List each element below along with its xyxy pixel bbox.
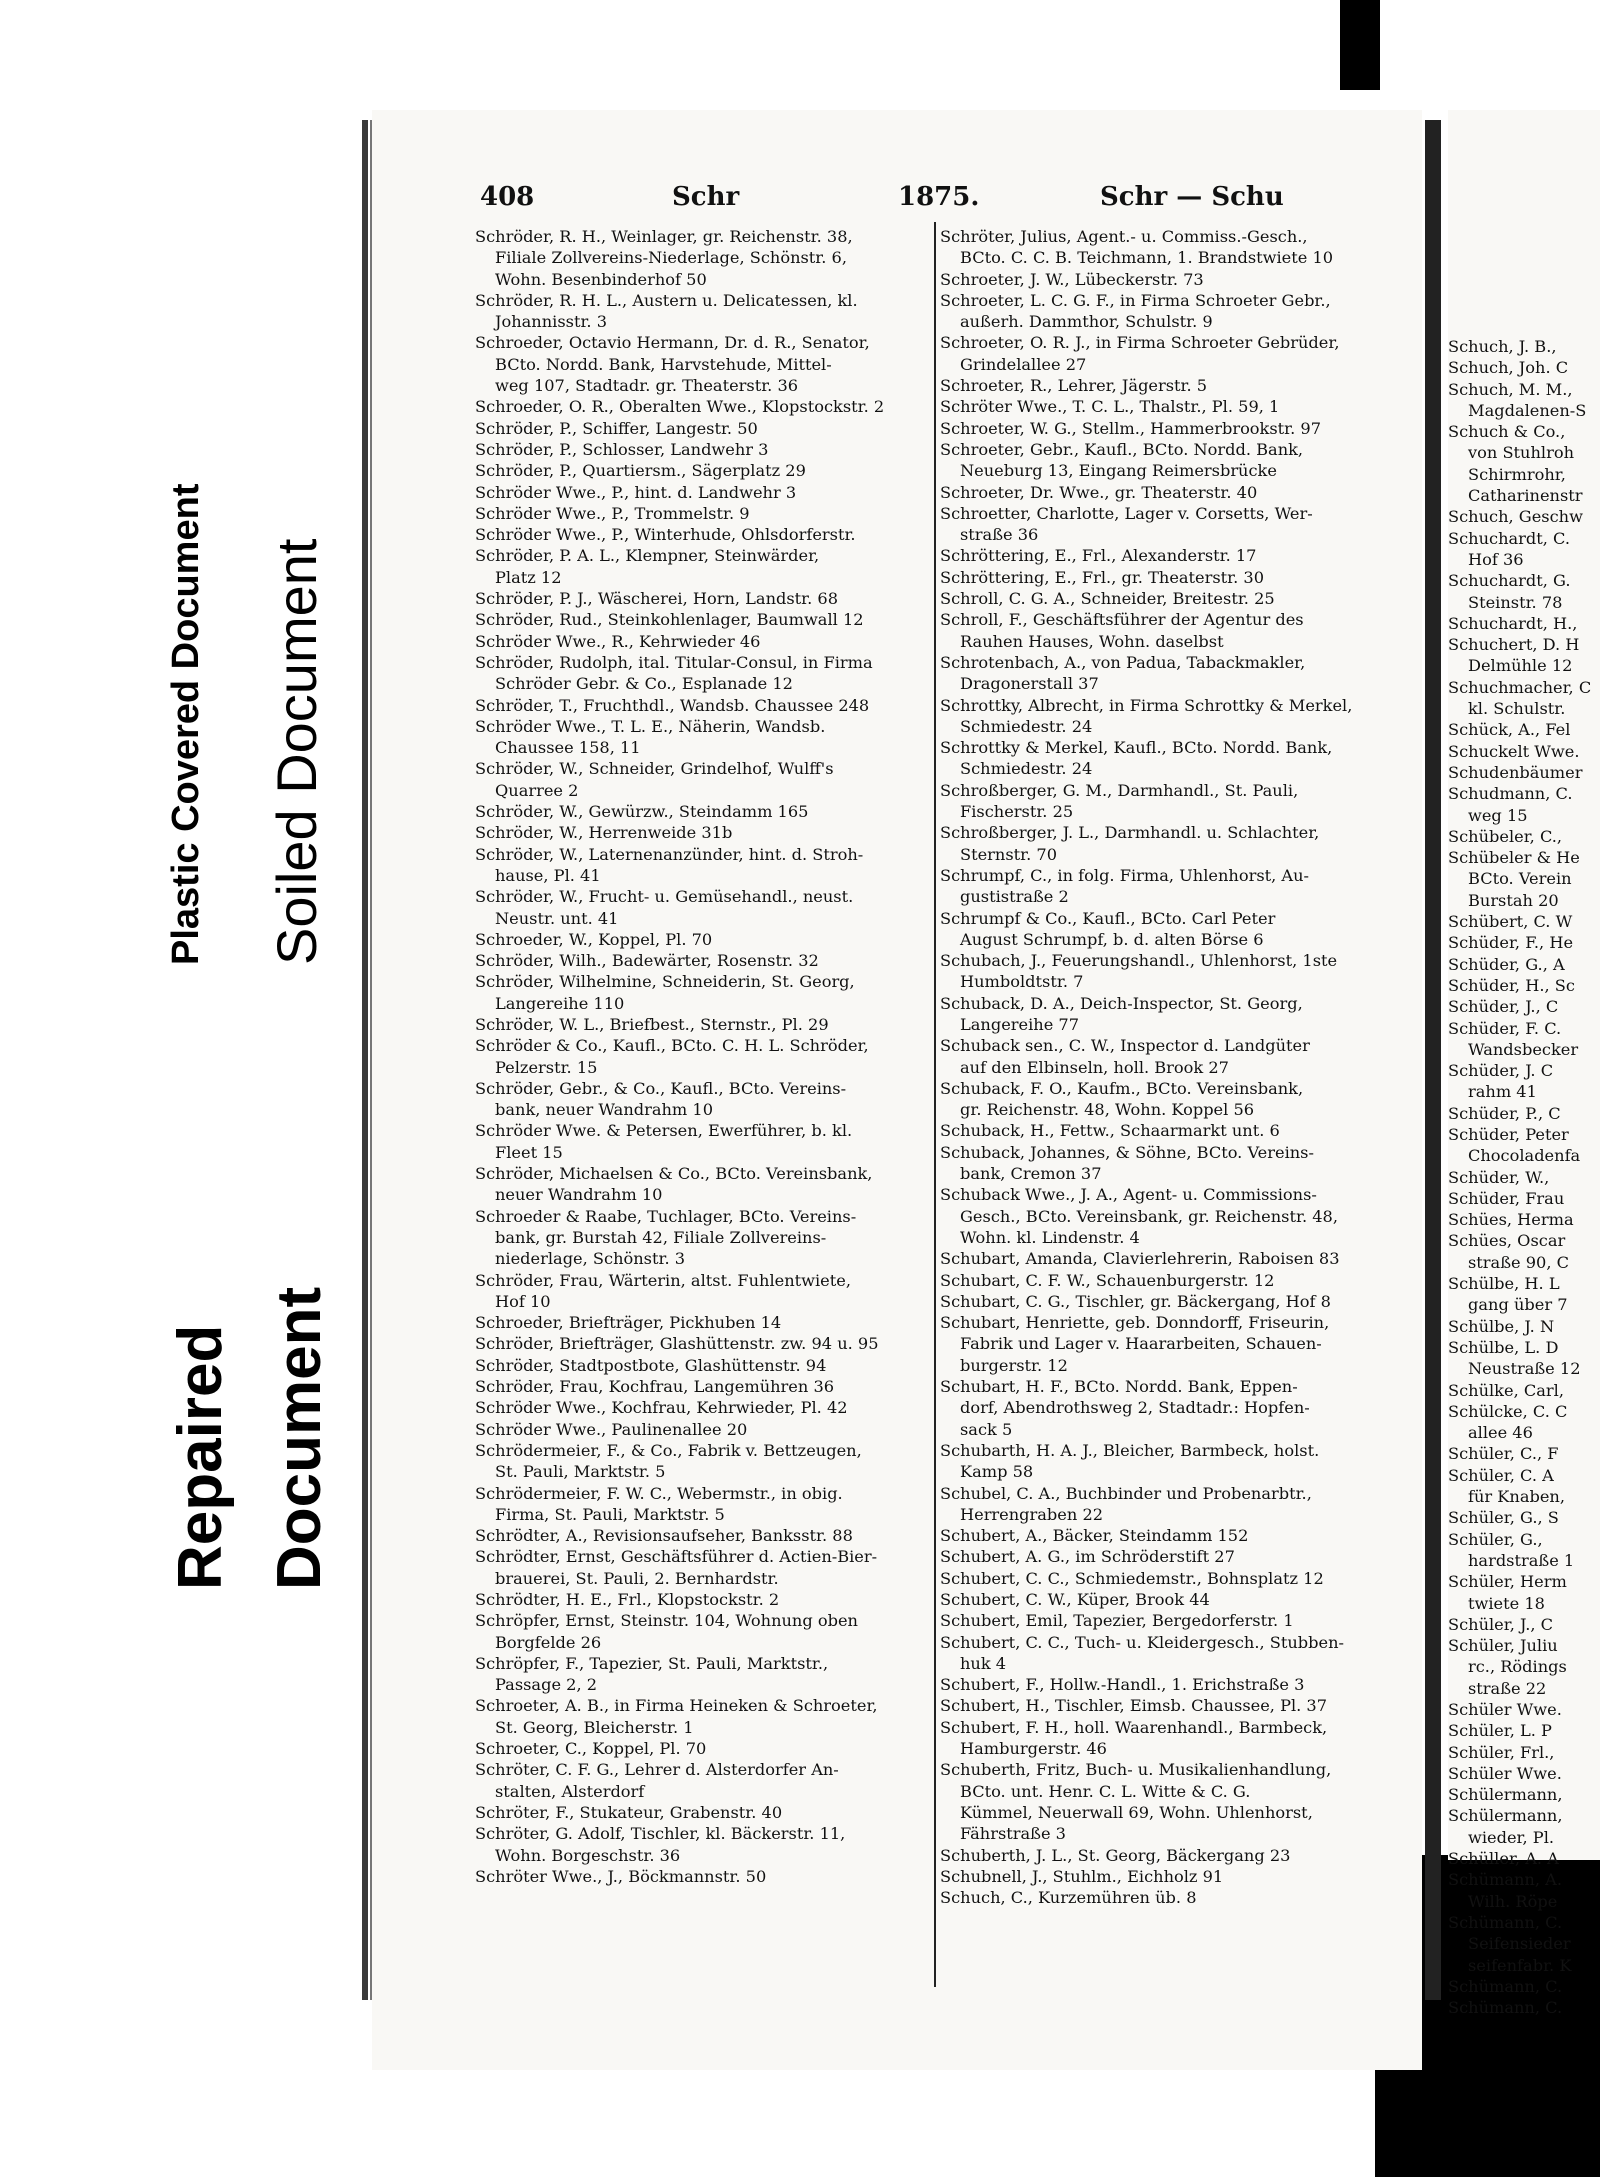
directory-entry-line: Schroeter, Dr. Wwe., gr. Theaterstr. 40 bbox=[940, 482, 1258, 502]
directory-entry-line: Fabrik und Lager v. Haararbeiten, Schauen- bbox=[960, 1334, 1322, 1354]
directory-entry-line: Schüder, F. C. bbox=[1448, 1018, 1562, 1038]
directory-entry-line: Schmiedestr. 24 bbox=[960, 759, 1093, 779]
directory-entry-line: Schroeter, C., Koppel, Pl. 70 bbox=[475, 1739, 707, 1759]
directory-entry-line: Schübeler & He bbox=[1448, 848, 1580, 868]
directory-entry-line: Schröder, W. L., Briefbest., Sternstr., Pl. 29 bbox=[475, 1014, 829, 1034]
directory-entry-line: Schubarth, H. A. J., Bleicher, Barmbeck, holst. bbox=[940, 1440, 1320, 1460]
directory-entry-line: gang über 7 bbox=[1468, 1295, 1568, 1315]
directory-entry-line: burgerstr. 12 bbox=[960, 1355, 1068, 1375]
directory-entry-line: Schroeter, O. R. J., in Firma Schroeter Gebrüder, bbox=[940, 333, 1340, 353]
directory-entry-line: Schüler, L. P bbox=[1448, 1721, 1552, 1741]
directory-entry-line: Schübert, C. W bbox=[1448, 912, 1573, 932]
directory-entry-line: Schröder, P. A. L., Klempner, Steinwärder, bbox=[475, 546, 820, 566]
directory-entry-line: Schröder Wwe., Paulinenallee 20 bbox=[475, 1419, 748, 1439]
directory-entry-line: Schroeder, O. R., Oberalten Wwe., Klopstockstr. 2 bbox=[475, 397, 885, 417]
directory-entry-line: Schubart, H. F., BCto. Nordd. Bank, Eppen- bbox=[940, 1377, 1298, 1397]
directory-entry-line: Schubert, Emil, Tapezier, Bergedorferstr. 1 bbox=[940, 1611, 1294, 1631]
directory-entry-line: auf den Elbinseln, holl. Brook 27 bbox=[960, 1057, 1229, 1077]
directory-entry-line: Schuch, Joh. C bbox=[1448, 358, 1569, 378]
directory-entry-line: Schröter, Julius, Agent.- u. Commiss.-Gesch., bbox=[940, 227, 1308, 246]
header-right-head: Schr — Schu bbox=[1100, 182, 1284, 212]
directory-entry-line: Pelzerstr. 15 bbox=[495, 1057, 598, 1077]
directory-entry-line: Langereihe 110 bbox=[495, 993, 625, 1013]
directory-entry-line: straße 22 bbox=[1468, 1678, 1547, 1698]
directory-entry-line: Schröder, P., Quartiersm., Sägerplatz 29 bbox=[475, 461, 806, 481]
directory-entry-line: Schuback, Johannes, & Söhne, BCto. Vereins- bbox=[940, 1142, 1314, 1162]
directory-entry-line: Platz 12 bbox=[495, 567, 562, 587]
directory-entry-line: straße 90, C bbox=[1468, 1252, 1570, 1272]
directory-entry-line: Magdalenen-S bbox=[1468, 400, 1587, 420]
directory-entry-line: Wilh. Röpe bbox=[1468, 1891, 1558, 1911]
directory-entry-line: Schüder, J., C bbox=[1448, 997, 1559, 1017]
directory-entry-line: Schrödter, A., Revisionsaufseher, Banksstr. 88 bbox=[475, 1526, 853, 1546]
directory-entry-line: Schüler, C., F bbox=[1448, 1444, 1559, 1464]
directory-entry-line: Schuchardt, C. bbox=[1448, 528, 1570, 548]
directory-entry-line: wieder, Pl. bbox=[1468, 1827, 1555, 1847]
directory-entry-line: bank, neuer Wandrahm 10 bbox=[495, 1100, 714, 1120]
directory-entry-line: von Stuhlroh bbox=[1468, 443, 1574, 463]
directory-entry-line: Schroll, F., Geschäftsführer der Agentur des bbox=[940, 610, 1304, 630]
directory-entry-line: Schroeter, A. B., in Firma Heineken & Schroeter, bbox=[475, 1696, 878, 1716]
page-edge bbox=[362, 120, 368, 2000]
directory-entry-line: Schroeder, Octavio Hermann, Dr. d. R., Senator, bbox=[475, 333, 870, 353]
directory-entry-line: Schuch, J. B., bbox=[1448, 337, 1557, 356]
directory-entry-line: Schroßberger, J. L., Darmhandl. u. Schlachter, bbox=[940, 823, 1320, 843]
directory-entry-line: Schümann, C. bbox=[1448, 1998, 1563, 2018]
directory-entry-line: Schrotenbach, A., von Padua, Tabackmakler, bbox=[940, 652, 1306, 672]
directory-entry-line: Schrödter, Ernst, Geschäftsführer d. Actien-Bier- bbox=[475, 1547, 878, 1567]
directory-entry-line: Schröder Wwe., T. L. E., Näherin, Wandsb. bbox=[475, 716, 826, 736]
column-divider bbox=[934, 222, 936, 1987]
directory-entry-line: BCto. unt. Henr. C. L. Witte & C. G. bbox=[960, 1781, 1251, 1801]
directory-entry-line: rahm 41 bbox=[1468, 1082, 1537, 1102]
directory-entry-line: Schröder, Gebr., & Co., Kaufl., BCto. Vereins- bbox=[475, 1078, 847, 1098]
directory-entry-line: Schubart, C. G., Tischler, gr. Bäckergang, Hof 8 bbox=[940, 1291, 1331, 1311]
directory-entry-line: Schrödermeier, F., & Co., Fabrik v. Bettzeugen, bbox=[475, 1440, 862, 1460]
directory-entry-line: Schröder, Rud., Steinkohlenlager, Baumwall 12 bbox=[475, 610, 864, 630]
directory-entry-line: Schubert, C. W., Küper, Brook 44 bbox=[940, 1590, 1210, 1609]
directory-entry-line: Filiale Zollvereins-Niederlage, Schönstr. 6, bbox=[495, 248, 848, 268]
directory-entry-line: allee 46 bbox=[1468, 1423, 1533, 1443]
directory-entry-line: Herrengraben 22 bbox=[960, 1504, 1104, 1524]
directory-entry-line: Schröder Wwe., R., Kehrwieder 46 bbox=[475, 631, 761, 651]
directory-entry-line: Schüler, Frl., bbox=[1448, 1742, 1555, 1762]
directory-entry-line: Schröder, Stadtpostbote, Glashüttenstr. 94 bbox=[475, 1355, 827, 1375]
directory-entry-line: Schubert, C. C., Schmiedemstr., Bohnsplatz 12 bbox=[940, 1568, 1324, 1588]
directory-entry-line: Rauhen Hauses, Wohn. daselbst bbox=[960, 631, 1224, 651]
directory-entry-line: Schröter, F., Stukateur, Grabenstr. 40 bbox=[475, 1802, 783, 1822]
directory-entry-line: Schröder, W., Schneider, Grindelhof, Wulff's bbox=[475, 759, 834, 779]
directory-entry-line: Fährstraße 3 bbox=[960, 1824, 1066, 1844]
column-1 bbox=[475, 226, 930, 1887]
directory-entry-line: Schröttering, E., Frl., Alexanderstr. 17 bbox=[940, 546, 1257, 566]
directory-entry-line: Schröpfer, Ernst, Steinstr. 104, Wohnung oben bbox=[475, 1611, 858, 1631]
directory-entry-line: Kümmel, Neuerwall 69, Wohn. Uhlenhorst, bbox=[960, 1802, 1313, 1822]
directory-entry-line: Schröder, P., Schiffer, Langestr. 50 bbox=[475, 418, 758, 438]
directory-entry-line: Schröder Wwe., Kochfrau, Kehrwieder, Pl. 42 bbox=[475, 1398, 848, 1418]
directory-entry-line: Schüder, H., Sc bbox=[1448, 975, 1575, 995]
directory-entry-line: bank, gr. Burstah 42, Filiale Zollvereins- bbox=[495, 1227, 827, 1247]
directory-entry-line: neuer Wandrahm 10 bbox=[495, 1185, 663, 1205]
directory-entry-line: Quarree 2 bbox=[495, 780, 579, 800]
directory-entry-line: Schuchmacher, C bbox=[1448, 677, 1592, 697]
directory-entry-line: Schüler, G., bbox=[1448, 1529, 1543, 1549]
directory-entry-line: rc., Rödings bbox=[1468, 1657, 1567, 1677]
directory-entry-line: dorf, Abendrothsweg 2, Stadtadr.: Hopfen- bbox=[960, 1398, 1310, 1418]
column-2 bbox=[940, 226, 1395, 1908]
directory-entry-line: Wohn. Besenbinderhof 50 bbox=[495, 269, 707, 289]
directory-entry-line: Schröder, P. J., Wäscherei, Horn, Landstr. 68 bbox=[475, 589, 839, 609]
directory-entry-line: Schudenbäumer bbox=[1448, 762, 1583, 782]
directory-entry-line: Schuback, D. A., Deich-Inspector, St. Georg, bbox=[940, 993, 1303, 1013]
directory-entry-line: Schröter Wwe., J., Böckmannstr. 50 bbox=[475, 1866, 767, 1886]
directory-entry-line: Schübeler, C., bbox=[1448, 826, 1563, 846]
directory-entry-line: Schubart, Amanda, Clavierlehrerin, Raboisen 83 bbox=[940, 1249, 1340, 1269]
directory-entry-line: Schmiedestr. 24 bbox=[960, 716, 1093, 736]
directory-entry-line: Schuback Wwe., J. A., Agent- u. Commissions- bbox=[940, 1185, 1317, 1205]
directory-entry-line: seifenfabr. K bbox=[1468, 1955, 1572, 1975]
directory-entry-line: Schuchert, D. H bbox=[1448, 635, 1580, 655]
directory-entry-line: St. Pauli, Marktstr. 5 bbox=[495, 1462, 666, 1482]
header-left-head: Schr bbox=[672, 182, 740, 212]
directory-entry-line: Sternstr. 70 bbox=[960, 844, 1057, 864]
page-header bbox=[480, 182, 1380, 222]
directory-entry-line: BCto. C. C. B. Teichmann, 1. Brandstwiete 10 bbox=[960, 248, 1334, 268]
directory-entry-line: Schümann, C. bbox=[1448, 1976, 1563, 1996]
directory-entry-line: Schubert, A., Bäcker, Steindamm 152 bbox=[940, 1526, 1249, 1546]
directory-entry-line: Schröter Wwe., T. C. L., Thalstr., Pl. 59, 1 bbox=[940, 397, 1280, 417]
directory-entry-line: gustistraße 2 bbox=[960, 887, 1069, 907]
directory-entry-line: Schüler, Herm bbox=[1448, 1572, 1567, 1592]
directory-entry-line: Delmühle 12 bbox=[1468, 656, 1573, 676]
directory-entry-line: Schuberth, Fritz, Buch- u. Musikalienhandlung, bbox=[940, 1760, 1332, 1780]
directory-entry-line: Schröter, G. Adolf, Tischler, kl. Bäckerstr. 11, bbox=[475, 1824, 846, 1844]
directory-entry-line: Schröder, W., Gewürzw., Steindamm 165 bbox=[475, 802, 809, 822]
directory-entry-line: Burstah 20 bbox=[1468, 890, 1559, 910]
directory-entry-line: Neustr. unt. 41 bbox=[495, 908, 619, 928]
directory-entry-line: niederlage, Schönstr. 3 bbox=[495, 1249, 686, 1269]
directory-entry-line: brauerei, St. Pauli, 2. Bernhardstr. bbox=[495, 1568, 779, 1588]
directory-entry-line: Schüler Wwe. bbox=[1448, 1763, 1562, 1783]
directory-entry-line: straße 36 bbox=[960, 525, 1039, 545]
directory-entry-line: Schuch & Co., bbox=[1448, 422, 1566, 442]
directory-entry-line: Schüder, Peter bbox=[1448, 1124, 1569, 1144]
directory-entry-line: Wandsbecker bbox=[1468, 1039, 1579, 1059]
directory-entry-line: Schröder, Wilhelmine, Schneiderin, St. Georg, bbox=[475, 972, 855, 992]
directory-entry-line: Schüder, F., He bbox=[1448, 933, 1574, 953]
directory-entry-line: Schümann, A. bbox=[1448, 1870, 1562, 1890]
directory-entry-line: Schröttering, E., Frl., gr. Theaterstr. 30 bbox=[940, 567, 1265, 587]
directory-entry-line: BCto. Verein bbox=[1468, 869, 1572, 889]
directory-entry-line: Schües, Herma bbox=[1448, 1210, 1574, 1230]
directory-entry-line: Schüler, G., S bbox=[1448, 1508, 1559, 1528]
column-3 bbox=[1448, 336, 1608, 2018]
directory-entry-line: Schüler, Juliu bbox=[1448, 1636, 1558, 1656]
directory-entry-line: Schröder, W., Herrenweide 31b bbox=[475, 823, 733, 843]
directory-entry-line: Neustraße 12 bbox=[1468, 1359, 1581, 1379]
directory-entry-line: Schrottky & Merkel, Kaufl., BCto. Nordd. Bank, bbox=[940, 738, 1333, 758]
directory-entry-line: Schüller, A. A bbox=[1448, 1849, 1559, 1869]
directory-entry-line: Schröder & Co., Kaufl., BCto. C. H. L. Schröder, bbox=[475, 1036, 869, 1056]
directory-entry-line: Schuberth, J. L., St. Georg, Bäckergang 23 bbox=[940, 1845, 1291, 1865]
directory-entry-line: twiete 18 bbox=[1468, 1593, 1545, 1613]
directory-entry-line: Schroll, C. G. A., Schneider, Breitestr. 25 bbox=[940, 589, 1275, 609]
directory-entry-line: weg 15 bbox=[1468, 805, 1528, 825]
directory-entry-line: außerh. Dammthor, Schulstr. 9 bbox=[960, 312, 1213, 332]
directory-entry-line: Schubert, A. G., im Schröderstift 27 bbox=[940, 1547, 1235, 1567]
directory-entry-line: hause, Pl. 41 bbox=[495, 865, 601, 885]
directory-entry-line: Hamburgerstr. 46 bbox=[960, 1739, 1107, 1759]
directory-entry-line: Schüler, J., C bbox=[1448, 1614, 1554, 1634]
directory-entry-line: Schröder Wwe. & Petersen, Ewerführer, b. kl. bbox=[475, 1121, 853, 1141]
directory-entry-line: Schülbe, L. D bbox=[1448, 1337, 1559, 1357]
directory-entry-line: Schrottky, Albrecht, in Firma Schrottky & Merkel, bbox=[940, 695, 1353, 715]
directory-entry-line: Schubert, F., Hollw.-Handl., 1. Erichstraße 3 bbox=[940, 1675, 1305, 1695]
adjacent-page bbox=[1448, 110, 1600, 2018]
directory-entry-line: Schubert, F. H., holl. Waarenhandl., Barmbeck, bbox=[940, 1717, 1328, 1737]
directory-entry-line: Schröder Wwe., P., Winterhude, Ohlsdorferstr. bbox=[475, 525, 856, 545]
directory-entry-line: bank, Cremon 37 bbox=[960, 1164, 1102, 1184]
directory-entry-line: Schröder, Briefträger, Glashüttenstr. zw. 94 u. 95 bbox=[475, 1334, 879, 1354]
directory-entry-line: Schrödermeier, F. W. C., Webermstr., in obig. bbox=[475, 1483, 843, 1503]
directory-entry-line: Schröder, R. H., Weinlager, gr. Reichenstr. 38, bbox=[475, 227, 853, 246]
directory-entry-line: Schües, Oscar bbox=[1448, 1231, 1566, 1251]
directory-entry-line: sack 5 bbox=[960, 1419, 1013, 1439]
directory-entry-line: Schröder, P., Schlosser, Landwehr 3 bbox=[475, 439, 769, 459]
directory-entry-line: Schröder Wwe., P., Trommelstr. 9 bbox=[475, 503, 750, 523]
directory-entry-line: Wohn. Borgeschstr. 36 bbox=[495, 1845, 681, 1865]
directory-entry-line: Schuback, H., Fettw., Schaarmarkt unt. 6 bbox=[940, 1121, 1280, 1141]
label-soiled: Soiled Document bbox=[265, 538, 328, 965]
directory-entry-line: Chaussee 158, 11 bbox=[495, 738, 641, 758]
directory-entry-line: Steinstr. 78 bbox=[1468, 592, 1563, 612]
directory-entry-line: huk 4 bbox=[960, 1653, 1007, 1673]
directory-entry-line: Schrumpf, C., in folg. Firma, Uhlenhorst, Au- bbox=[940, 865, 1310, 885]
directory-entry-line: Schüler Wwe. bbox=[1448, 1700, 1562, 1719]
directory-entry-line: Schuckelt Wwe. bbox=[1448, 741, 1580, 761]
directory-entry-line: Schröder, W., Laternenanzünder, hint. d. Stroh- bbox=[475, 844, 864, 864]
directory-entry-line: Schubart, C. F. W., Schauenburgerstr. 12 bbox=[940, 1270, 1275, 1290]
directory-entry-line: Schubach, J., Feuerungshandl., Uhlenhorst, 1ste bbox=[940, 951, 1338, 971]
directory-entry-line: Schüder, J. C bbox=[1448, 1061, 1554, 1081]
directory-entry-line: Schubert, H., Tischler, Eimsb. Chaussee, Pl. 37 bbox=[940, 1696, 1328, 1716]
black-bar-top bbox=[1340, 0, 1380, 90]
page-number: 408 bbox=[480, 182, 535, 212]
directory-entry-line: Firma, St. Pauli, Marktstr. 5 bbox=[495, 1504, 725, 1524]
directory-entry-line: Schroeter, Gebr., Kaufl., BCto. Nordd. Bank, bbox=[940, 439, 1304, 459]
directory-entry-line: Schröder, R. H. L., Austern u. Delicatessen, kl. bbox=[475, 290, 858, 310]
directory-entry-line: Schubert, C. C., Tuch- u. Kleidergesch., Stubben- bbox=[940, 1632, 1344, 1652]
directory-entry-line: Fleet 15 bbox=[495, 1142, 563, 1162]
directory-entry-line: Schroeder, Briefträger, Pickhuben 14 bbox=[475, 1313, 782, 1333]
directory-entry-line: Schück, A., Fel bbox=[1448, 720, 1571, 740]
directory-entry-line: Schrumpf & Co., Kaufl., BCto. Carl Peter bbox=[940, 908, 1276, 928]
header-year: 1875. bbox=[898, 182, 980, 212]
directory-entry-line: kl. Schulstr. bbox=[1468, 699, 1566, 719]
directory-entry-line: Hof 36 bbox=[1468, 549, 1524, 569]
directory-entry-line: St. Georg, Bleicherstr. 1 bbox=[495, 1717, 694, 1737]
directory-entry-line: Schröder, Michaelsen & Co., BCto. Vereinsbank, bbox=[475, 1164, 873, 1184]
directory-entry-line: Schülbe, H. L bbox=[1448, 1274, 1560, 1294]
directory-entry-line: Hof 10 bbox=[495, 1291, 551, 1311]
directory-entry-line: Neueburg 13, Eingang Reimersbrücke bbox=[960, 461, 1277, 481]
directory-entry-line: Schroßberger, G. M., Darmhandl., St. Pauli, bbox=[940, 780, 1299, 800]
directory-entry-line: Schuchardt, G. bbox=[1448, 571, 1571, 591]
directory-entry-line: Schüder, G., A bbox=[1448, 954, 1565, 974]
directory-entry-line: August Schrumpf, b. d. alten Börse 6 bbox=[960, 929, 1264, 949]
directory-entry-line: hardstraße 1 bbox=[1468, 1550, 1575, 1570]
directory-entry-line: Schröder Wwe., P., hint. d. Landwehr 3 bbox=[475, 482, 797, 502]
directory-entry-line: Wohn. kl. Lindenstr. 4 bbox=[960, 1227, 1140, 1247]
directory-entry-line: Chocoladenfa bbox=[1468, 1146, 1581, 1166]
directory-entry-line: weg 107, Stadtadr. gr. Theaterstr. 36 bbox=[495, 376, 799, 396]
directory-entry-line: Schülke, Carl, bbox=[1448, 1380, 1564, 1400]
directory-entry-line: Borgfelde 26 bbox=[495, 1632, 602, 1652]
directory-entry-line: Schubel, C. A., Buchbinder und Probenarbtr., bbox=[940, 1483, 1312, 1503]
directory-entry-line: Schülcke, C. C bbox=[1448, 1401, 1568, 1421]
directory-entry-line: Schülermann, bbox=[1448, 1806, 1563, 1826]
label-repaired-document: Document bbox=[265, 1286, 334, 1590]
directory-entry-line: BCto. Nordd. Bank, Harvstehude, Mittel- bbox=[495, 354, 832, 374]
directory-entry-line: Humboldtstr. 7 bbox=[960, 972, 1084, 992]
directory-entry-line: Langereihe 77 bbox=[960, 1014, 1080, 1034]
directory-entry-line: Schroeter, W. G., Stellm., Hammerbrookstr. 97 bbox=[940, 418, 1322, 438]
directory-entry-line: Schröder, Wilh., Badewärter, Rosenstr. 32 bbox=[475, 951, 819, 971]
directory-entry-line: Schüler, C. A bbox=[1448, 1465, 1554, 1485]
label-repaired: Repaired bbox=[166, 1324, 235, 1590]
directory-entry-line: Schüder, P., C bbox=[1448, 1103, 1561, 1123]
directory-entry-line: Schröder, Frau, Wärterin, altst. Fuhlentwiete, bbox=[475, 1270, 851, 1290]
directory-entry-line: Schröder, Rudolph, ital. Titular-Consul, in Firma bbox=[475, 652, 873, 672]
directory-entry-line: Schroeder & Raabe, Tuchlager, BCto. Vereins- bbox=[475, 1206, 857, 1226]
directory-entry-line: Schüder, Frau bbox=[1448, 1188, 1565, 1208]
directory-entry-line: Schudmann, C. bbox=[1448, 784, 1573, 804]
directory-entry-line: Passage 2, 2 bbox=[495, 1675, 598, 1695]
directory-entry-line: Fischerstr. 25 bbox=[960, 802, 1074, 822]
directory-entry-line: Schubart, Henriette, geb. Donndorff, Friseurin, bbox=[940, 1313, 1330, 1333]
directory-entry-line: Kamp 58 bbox=[960, 1462, 1034, 1482]
directory-entry-line: Schröder, Frau, Kochfrau, Langemühren 36 bbox=[475, 1377, 835, 1397]
directory-entry-line: Schroetter, Charlotte, Lager v. Corsetts, Wer- bbox=[940, 503, 1313, 523]
directory-entry-line: stalten, Alsterdorf bbox=[495, 1781, 645, 1801]
directory-entry-line: Seifensieder bbox=[1468, 1934, 1571, 1954]
directory-entry-line: Schülermann, bbox=[1448, 1785, 1563, 1805]
directory-entry-line: Schröder, W., Frucht- u. Gemüsehandl., neust. bbox=[475, 887, 854, 907]
directory-entry-line: Dragonerstall 37 bbox=[960, 674, 1099, 694]
directory-entry-line: Schröpfer, F., Tapezier, St. Pauli, Marktstr., bbox=[475, 1653, 829, 1673]
directory-entry-line: gr. Reichenstr. 48, Wohn. Koppel 56 bbox=[960, 1100, 1255, 1120]
directory-entry-line: Schuch, Geschw bbox=[1448, 507, 1583, 527]
directory-entry-line: Schroeter, L. C. G. F., in Firma Schroeter Gebr., bbox=[940, 290, 1331, 310]
directory-entry-line: Catharinenstr bbox=[1468, 486, 1583, 506]
directory-entry-line: Schröder Gebr. & Co., Esplanade 12 bbox=[495, 674, 793, 694]
directory-entry-line: Schuchardt, H., bbox=[1448, 613, 1578, 633]
directory-entry-line: für Knaben, bbox=[1468, 1487, 1565, 1507]
directory-entry-line: Schröder, T., Fruchthdl., Wandsb. Chaussee 248 bbox=[475, 695, 870, 715]
directory-entry-line: Gesch., BCto. Vereinsbank, gr. Reichenstr. 48, bbox=[960, 1206, 1338, 1226]
directory-entry-line: Schrödter, H. E., Frl., Klopstockstr. 2 bbox=[475, 1590, 780, 1609]
directory-entry-line: Schroeder, W., Koppel, Pl. 70 bbox=[475, 929, 713, 949]
directory-entry-line: Schülbe, J. N bbox=[1448, 1316, 1555, 1336]
directory-entry-line: Schroeter, R., Lehrer, Jägerstr. 5 bbox=[940, 376, 1208, 396]
directory-entry-line: Schuch, C., Kurzemühren üb. 8 bbox=[940, 1888, 1197, 1908]
directory-entry-line: Schubnell, J., Stuhlm., Eichholz 91 bbox=[940, 1866, 1224, 1886]
directory-entry-line: Grindelallee 27 bbox=[960, 354, 1087, 374]
directory-entry-line: Johannisstr. 3 bbox=[495, 312, 608, 332]
directory-entry-line: Schroeter, J. W., Lübeckerstr. 73 bbox=[940, 269, 1204, 289]
directory-entry-line: Schirmrohr, bbox=[1468, 464, 1566, 484]
directory-entry-line: Schuch, M. M., bbox=[1448, 379, 1573, 399]
directory-entry-line: Schuback sen., C. W., Inspector d. Landgüter bbox=[940, 1036, 1310, 1056]
directory-entry-line: Schümann, C. bbox=[1448, 1912, 1563, 1932]
directory-entry-line: Schuback, F. O., Kaufm., BCto. Vereinsbank, bbox=[940, 1078, 1304, 1098]
directory-entry-line: Schüder, W., bbox=[1448, 1167, 1550, 1187]
label-plastic-covered: Plastic Covered Document bbox=[165, 483, 207, 965]
directory-entry-line: Schröter, C. F. G., Lehrer d. Alsterdorfer An- bbox=[475, 1760, 839, 1780]
book-gutter bbox=[1425, 120, 1441, 2000]
